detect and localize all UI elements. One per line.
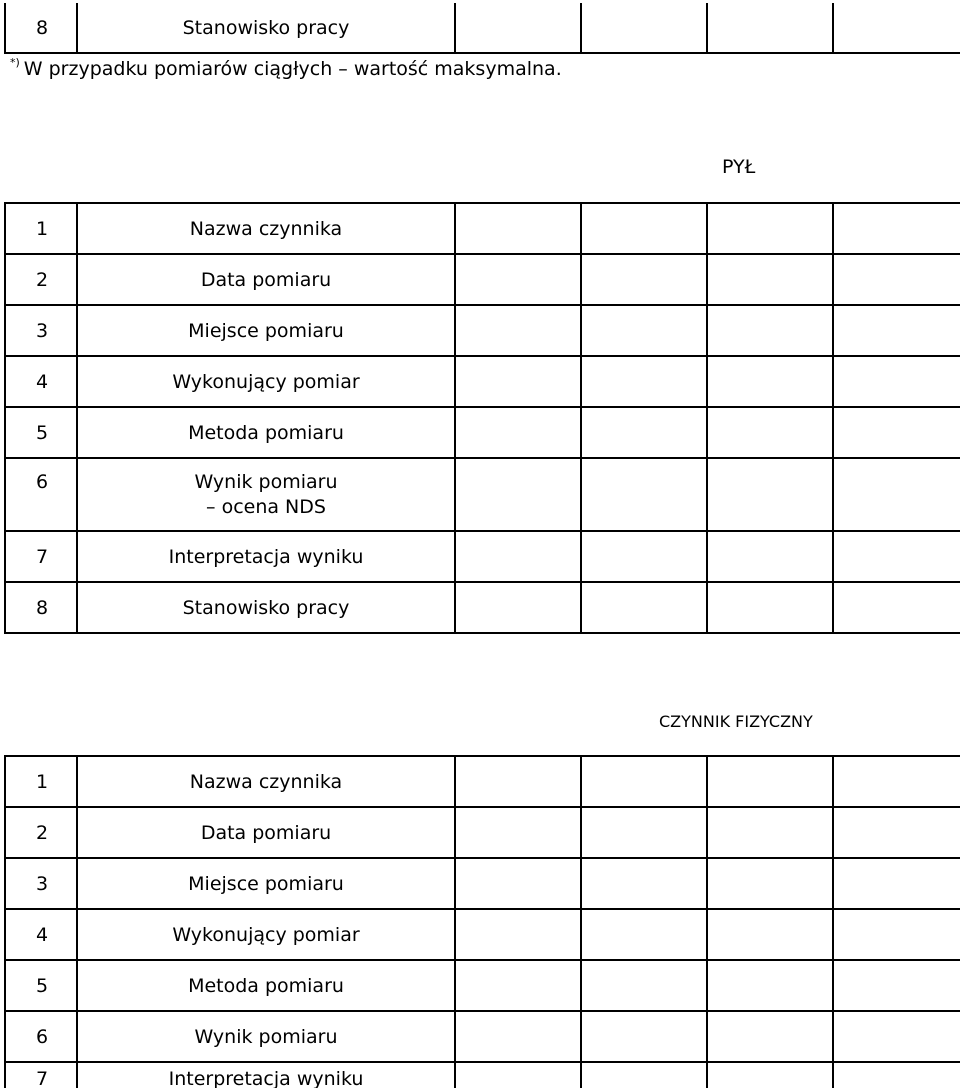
row-number: 4 xyxy=(5,909,77,960)
row-label: Wykonujący pomiar xyxy=(77,356,455,407)
row-label: Stanowisko pracy xyxy=(77,582,455,633)
value-cell[interactable] xyxy=(455,254,581,305)
value-cell[interactable] xyxy=(707,203,833,254)
row-number: 7 xyxy=(5,531,77,582)
table-row xyxy=(5,756,960,807)
value-cell[interactable] xyxy=(833,1011,960,1062)
row-label: Metoda pomiaru xyxy=(77,407,455,458)
row-label: Data pomiaru xyxy=(77,807,455,858)
row-label-cell xyxy=(77,458,455,531)
row-label: Wynik pomiaru xyxy=(194,471,338,493)
value-cell[interactable] xyxy=(707,582,833,633)
row-label: Miejsce pomiaru xyxy=(77,305,455,356)
value-cell[interactable] xyxy=(455,458,581,531)
value-cell[interactable] xyxy=(455,909,581,960)
pyl-table xyxy=(4,202,960,634)
value-cell[interactable] xyxy=(581,3,707,53)
row-number: 4 xyxy=(5,356,77,407)
table-row xyxy=(5,582,960,633)
row-number: 6 xyxy=(5,1011,77,1062)
value-cell[interactable] xyxy=(455,960,581,1011)
value-cell[interactable] xyxy=(707,960,833,1011)
row-number: 1 xyxy=(5,203,77,254)
value-cell[interactable] xyxy=(707,756,833,807)
row-label: Metoda pomiaru xyxy=(77,960,455,1011)
row-label: Data pomiaru xyxy=(77,254,455,305)
row-label: Interpretacja wyniku xyxy=(77,531,455,582)
section-title-pyl: PYŁ xyxy=(722,156,756,178)
value-cell[interactable] xyxy=(455,1062,581,1088)
table-row xyxy=(5,1011,960,1062)
row-number: 5 xyxy=(5,960,77,1011)
value-cell[interactable] xyxy=(833,1062,960,1088)
row-number: 3 xyxy=(5,858,77,909)
table-row xyxy=(5,3,960,53)
value-cell[interactable] xyxy=(833,305,960,356)
table-row xyxy=(5,531,960,582)
value-cell[interactable] xyxy=(707,458,833,531)
row-number: 3 xyxy=(5,305,77,356)
row-number: 2 xyxy=(5,807,77,858)
table-row xyxy=(5,407,960,458)
value-cell[interactable] xyxy=(833,807,960,858)
value-cell[interactable] xyxy=(455,407,581,458)
row-label: Stanowisko pracy xyxy=(77,3,455,53)
value-cell[interactable] xyxy=(581,909,707,960)
value-cell[interactable] xyxy=(581,407,707,458)
table-row xyxy=(5,203,960,254)
value-cell[interactable] xyxy=(581,1011,707,1062)
value-cell[interactable] xyxy=(455,356,581,407)
value-cell[interactable] xyxy=(581,756,707,807)
value-cell[interactable] xyxy=(455,756,581,807)
value-cell[interactable] xyxy=(581,1062,707,1088)
value-cell[interactable] xyxy=(833,458,960,531)
value-cell[interactable] xyxy=(581,582,707,633)
value-cell[interactable] xyxy=(581,254,707,305)
table-row xyxy=(5,254,960,305)
value-cell[interactable] xyxy=(455,305,581,356)
value-cell[interactable] xyxy=(707,3,833,53)
value-cell[interactable] xyxy=(455,1011,581,1062)
value-cell[interactable] xyxy=(833,909,960,960)
value-cell[interactable] xyxy=(833,3,960,53)
footnote xyxy=(10,56,562,80)
value-cell[interactable] xyxy=(455,3,581,53)
value-cell[interactable] xyxy=(833,356,960,407)
table-row xyxy=(5,909,960,960)
table-row xyxy=(5,356,960,407)
value-cell[interactable] xyxy=(833,407,960,458)
row-label: Nazwa czynnika xyxy=(77,756,455,807)
row-number: 7 xyxy=(5,1062,77,1088)
value-cell[interactable] xyxy=(581,807,707,858)
row-number: 2 xyxy=(5,254,77,305)
row-label: Miejsce pomiaru xyxy=(77,858,455,909)
value-cell[interactable] xyxy=(833,203,960,254)
value-cell[interactable] xyxy=(707,807,833,858)
table-row xyxy=(5,305,960,356)
row-number: 6 xyxy=(5,458,77,531)
value-cell[interactable] xyxy=(833,960,960,1011)
value-cell[interactable] xyxy=(707,254,833,305)
value-cell[interactable] xyxy=(833,531,960,582)
value-cell[interactable] xyxy=(707,356,833,407)
row-label: Wykonujący pomiar xyxy=(77,909,455,960)
row-number: 5 xyxy=(5,407,77,458)
value-cell[interactable] xyxy=(707,858,833,909)
footnote-marker: *) xyxy=(10,56,20,69)
physical-factor-table xyxy=(4,755,960,1088)
value-cell[interactable] xyxy=(455,203,581,254)
value-cell[interactable] xyxy=(707,1011,833,1062)
value-cell[interactable] xyxy=(455,807,581,858)
value-cell[interactable] xyxy=(581,305,707,356)
table-row xyxy=(5,960,960,1011)
table-row xyxy=(5,458,960,531)
value-cell[interactable] xyxy=(581,458,707,531)
value-cell[interactable] xyxy=(581,858,707,909)
value-cell[interactable] xyxy=(707,305,833,356)
row-number: 8 xyxy=(5,582,77,633)
value-cell[interactable] xyxy=(707,909,833,960)
value-cell[interactable] xyxy=(833,254,960,305)
top-table xyxy=(4,3,960,54)
value-cell[interactable] xyxy=(707,407,833,458)
row-label: Interpretacja wyniku xyxy=(77,1062,455,1088)
value-cell[interactable] xyxy=(581,356,707,407)
value-cell[interactable] xyxy=(833,756,960,807)
table-row xyxy=(5,858,960,909)
row-number: 8 xyxy=(5,3,77,53)
row-sublabel: – ocena NDS xyxy=(206,496,326,518)
value-cell[interactable] xyxy=(455,531,581,582)
value-cell[interactable] xyxy=(581,203,707,254)
value-cell[interactable] xyxy=(581,960,707,1011)
table-row xyxy=(5,1062,960,1088)
value-cell[interactable] xyxy=(581,531,707,582)
value-cell[interactable] xyxy=(833,858,960,909)
value-cell[interactable] xyxy=(707,531,833,582)
value-cell[interactable] xyxy=(455,582,581,633)
row-label: Nazwa czynnika xyxy=(77,203,455,254)
section-title-physical-factor: CZYNNIK FIZYCZNY xyxy=(659,712,813,731)
footnote-text: W przypadku pomiarów ciągłych – wartość maksymalna. xyxy=(23,58,562,80)
value-cell[interactable] xyxy=(833,582,960,633)
table-row xyxy=(5,807,960,858)
value-cell[interactable] xyxy=(455,858,581,909)
row-number: 1 xyxy=(5,756,77,807)
row-label: Wynik pomiaru xyxy=(77,1011,455,1062)
value-cell[interactable] xyxy=(707,1062,833,1088)
